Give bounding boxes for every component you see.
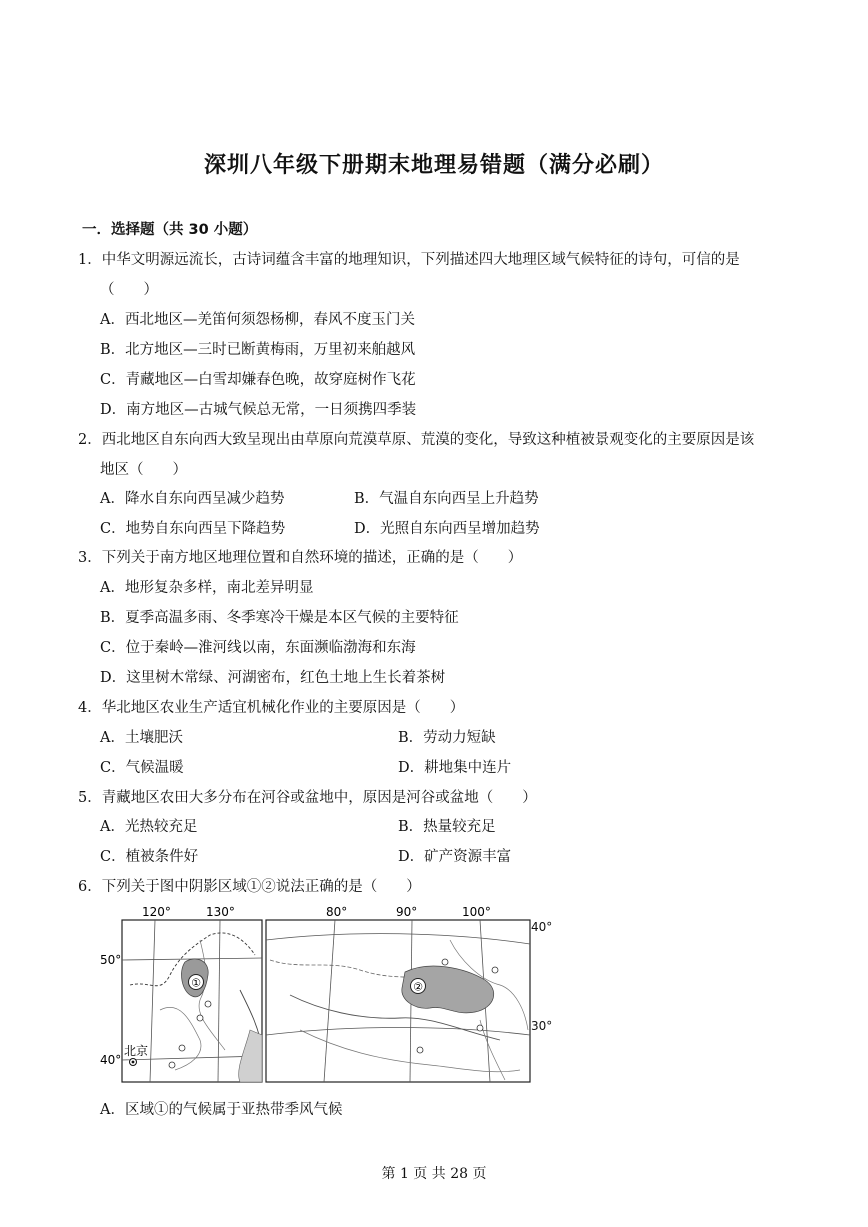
question-1-blank: （ ） bbox=[100, 282, 158, 298]
question-6-stem: 6．下列关于图中阴影区域①②说法正确的是（ ） bbox=[78, 879, 421, 895]
question-1-option-c: C．青藏地区—白雪却嫌春色晚，故穿庭树作飞花 bbox=[100, 372, 416, 388]
region-2-marker: ② bbox=[413, 980, 423, 994]
question-1-option-b: B．北方地区—三时已断黄梅雨，万里初来舶越风 bbox=[100, 342, 416, 358]
question-1-option-d: D．南方地区—古城气候总无常，一日须携四季装 bbox=[100, 402, 417, 418]
question-3-stem: 3．下列关于南方地区地理位置和自然环境的描述，正确的是（ ） bbox=[78, 550, 523, 566]
question-4-stem: 4．华北地区农业生产适宜机械化作业的主要原因是（ ） bbox=[78, 700, 465, 716]
section-heading: 一．选择题（共 30 小题） bbox=[82, 222, 258, 238]
question-6-option-a: A．区域①的气候属于亚热带季风气候 bbox=[100, 1102, 343, 1118]
question-5-option-a: A．光热较充足 bbox=[100, 819, 198, 835]
right-lat-label-40: 40° bbox=[531, 920, 553, 934]
question-4-option-b: B．劳动力短缺 bbox=[398, 730, 496, 746]
left-lon-label-130: 130° bbox=[206, 905, 235, 919]
question-2-option-a: A．降水自东向西呈减少趋势 bbox=[100, 491, 285, 507]
question-2-option-d: D．光照自东向西呈增加趋势 bbox=[354, 521, 540, 537]
question-5-option-b: B．热量较充足 bbox=[398, 819, 496, 835]
question-2-option-b: B．气温自东向西呈上升趋势 bbox=[354, 491, 539, 507]
question-4-option-c: C．气候温暖 bbox=[100, 760, 184, 776]
question-1-option-a: A．西北地区—羌笛何须怨杨柳，春风不度玉门关 bbox=[100, 312, 415, 328]
question-5-option-c: C．植被条件好 bbox=[100, 849, 199, 865]
question-3-option-c: C．位于秦岭—淮河线以南，东面濒临渤海和东海 bbox=[100, 640, 416, 656]
right-lat-label-30: 30° bbox=[531, 1019, 553, 1033]
question-1-stem: 1．中华文明源远流长，古诗词蕴含丰富的地理知识，下列描述四大地理区域气候特征的诗句，可信的是 bbox=[78, 252, 740, 268]
left-lat-label-40: 40° bbox=[100, 1053, 122, 1067]
map-figure bbox=[100, 900, 540, 1085]
question-2-stem-cont: 地区（ ） bbox=[100, 462, 187, 478]
question-3-option-b: B．夏季高温多雨、冬季寒冷干燥是本区气候的主要特征 bbox=[100, 610, 459, 626]
question-2-option-c: C．地势自东向西呈下降趋势 bbox=[100, 521, 286, 537]
question-2-stem: 2．西北地区自东向西大致呈现出由草原向荒漠草原、荒漠的变化，导致这种植被景观变化的主要原因是该 bbox=[78, 432, 755, 448]
page-title: 深圳八年级下册期末地理易错题（满分必刷） bbox=[203, 153, 664, 178]
page-footer: 第 1 页 共 28 页 bbox=[381, 1166, 487, 1182]
right-lon-label-80: 80° bbox=[326, 905, 348, 919]
question-5-option-d: D．矿产资源丰富 bbox=[398, 849, 512, 865]
question-4-option-a: A．土壤肥沃 bbox=[100, 730, 183, 746]
question-3-option-a: A．地形复杂多样，南北差异明显 bbox=[100, 580, 314, 596]
right-lon-label-100: 100° bbox=[462, 905, 491, 919]
beijing-label: 北京 bbox=[124, 1044, 149, 1058]
question-4-option-d: D．耕地集中连片 bbox=[398, 760, 512, 776]
region-1-marker: ① bbox=[191, 976, 201, 990]
right-lon-label-90: 90° bbox=[396, 905, 418, 919]
question-3-option-d: D．这里树木常绿、河湖密布，红色土地上生长着茶树 bbox=[100, 670, 446, 686]
question-5-stem: 5．青藏地区农田大多分布在河谷或盆地中，原因是河谷或盆地（ ） bbox=[78, 790, 537, 806]
left-lat-label-50: 50° bbox=[100, 953, 122, 967]
left-lon-label-120: 120° bbox=[142, 905, 171, 919]
